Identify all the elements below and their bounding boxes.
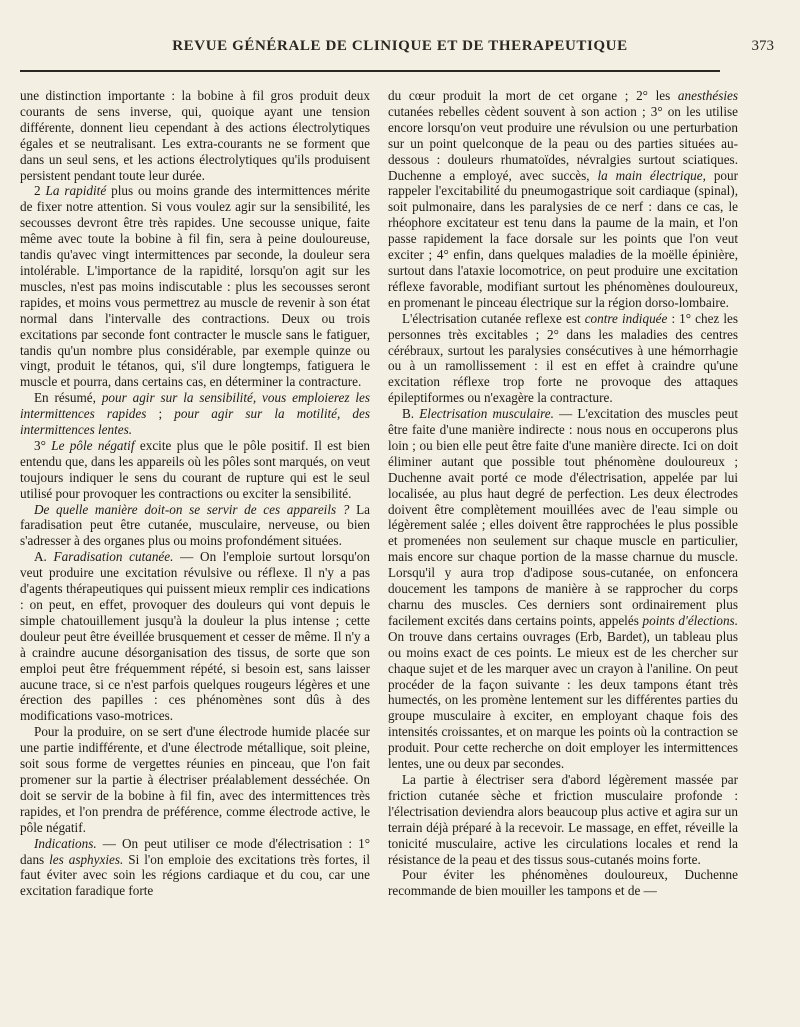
paragraph: Pour la produire, on se sert d'une électrode humide placée sur une partie indifférente, et d'une électrode métallique, soit pleine, soit sous forme de vergettes réunies en pinceau, que l'on fait promener sur la partie à électriser préalablement desséchée. On doit se servir de la bobine à fil fin, avec des intermittences très rapides, et l'on prendra de préférence, comme électrode active, le pôle négatif. — [20, 724, 370, 835]
paragraph: Indications. — On peut utiliser ce mode d'électrisation : 1° dans les asphyxies. Si l'on emploie des excitations très fortes, il faut éviter avec soin les régions cardiaque et du cou, car une excitation faradique forte — [20, 835, 370, 899]
paragraph: L'électrisation cutanée reflexe est contre indiquée : 1° chez les personnes très excitables ; 2° dans les maladies des centres cérébraux, surtout les paralysies consécutives à une hémorrhagie ou à un ramollissement : il est en effet à craindre qu'une excitation réflexe trop forte ne provoque des attaques épileptiformes ou n'exagère la contracture. — [388, 310, 738, 406]
paragraph: B. Electrisation musculaire. — L'excitation des muscles peut être faite d'une manière indirecte : nous nous en occuperons plus loin ; ou bien elle peut être faite d'une manière directe. Ici on doit éliminer autant que possible tout phénomène douloureux ; Duchenne avait porté ce mode d'électrisation, appelée par lui localisée, au plus haut degré de perfection. Les deux électrodes doivent être complètement mouillées avec de l'eau simple ou légèrement salée ; elles doivent être rapprochées le plus possible et promenées non seulement sur chaque muscle en particulier, mais encore sur chaque portion de la masse charnue du muscle. Lorsqu'il y aura trop d'adipose sous-cutanée, on enfoncera doucement les tampons de manière à se rapprocher du corps charnu des muscles. Ces derniers sont ordinairement plus facilement excités dans certains points, appelés points d'élections. On trouve dans certains ouvrages (Erb, Bardet), un tableau plus ou moins exact de ces points. Le mieux est de les chercher sur chaque sujet et de les marquer avec un crayon à l'aniline. On peut procéder de la façon suivante : les deux tampons étant très humectés, on les promène lentement sur les différentes parties du groupe musculaire à exciter, en employant chaque fois des intensités croissantes, et on marque les points où la contraction se produit. Pour cette recherche on doit employer les intermittences lentes, une ou deux par secondes. — [388, 406, 738, 772]
right-column — [388, 88, 738, 1018]
paragraph: 3° Le pôle négatif excite plus que le pôle positif. Il est bien entendu que, dans les appareils où les pôles sont marqués, on veut toujours indiquer le sens du courant de rupture qui est le seul utilisé pour provoquer les contractions ou exciter la sensibilité. — [20, 437, 370, 501]
paragraph: De quelle manière doit-on se servir de ces appareils ? La faradisation peut être cutanée, musculaire, nerveuse, ou bien s'adresser à des organes plus ou moins profondément situées. — [20, 501, 370, 549]
page-number: 373 — [751, 38, 774, 54]
paragraph: du cœur produit la mort de cet organe ; 2° les anesthésies cutanées rebelles cèdent souvent à son action ; 3° on les utilise encore lorsqu'on veut produire une révulsion ou une perturbation sur un point quelconque de la peau ou des parties situées au-dessous : douleurs rhumatoïdes, névralgies surtout sciatiques. Duchenne a employé, avec succès, la main électrique, pour rappeler l'excitabilité du pneumogastrique soit cardiaque (spinal), soit pulmonaire, dans les paralysies de ce nerf : dans ce cas, le rhéophore excitateur est tenu dans la paume de la main, et l'on passe rapidement la face dorsale sur les points que l'on veut exciter ; 4° enfin, dans quelques maladies de la moëlle épinière, surtout dans l'ataxie locomotrice, on peut produire une excitation réflexe favorable, modifiant surtout les phénomènes douloureux, en promenant le pinceau électrique sur la région dorso-lombaire. — [388, 88, 738, 310]
paragraph: En résumé, pour agir sur la sensibilité, vous emploierez les intermittences rapides ; pour agir sur la motilité, des intermittences lentes. — [20, 390, 370, 438]
journal-title: REVUE GÉNÉRALE DE CLINIQUE ET DE THERAPEUTIQUE — [172, 38, 628, 54]
paragraph: A. Faradisation cutanée. — On l'emploie surtout lorsqu'on veut produire une excitation révulsive ou réflexe. Il n'y a pas d'agents thérapeutiques qui puissent mieux remplir ces indications : on peut, en effet, provoquer des douleurs qui vont depuis le simple chatouillement jusqu'à la douleur la plus intense ; cette douleur peut être éveillée brusquement et cesser de même. Il n'y a à craindre aucune désorganisation des tissus, de sorte que son emploi peut être fréquemment répété, si besoin est, sans laisser aucune trace, si ce n'est parfois quelques rougeurs légères et une érection des papilles : ces phénomènes sont dûs à des modifications vaso-motrices. — [20, 549, 370, 724]
left-column — [20, 88, 370, 1018]
header-rule — [20, 70, 720, 72]
paragraph: 2 La rapidité plus ou moins grande des intermittences mérite de fixer notre attention. Si vous voulez agir sur la sensibilité, les secousses devront être très rapides. Une secousse unique, faite même avec toute la bobine à fil fin, sera à peine douloureuse, tandis qu'avec vingt intermittences par seconde, la douleur sera intolérable. L'importance de la rapidité, lorsqu'on agit sur les muscles, n'est pas moins indiscutable : plus les secousses seront rapides, et moins vous permettrez au muscle de revenir à son état normal dans l'intervalle des contractions. Deux ou trois excitations par seconde font contracter le muscle sans le fatiguer, tandis qu'un nombre plus considérable, par exemple quinze ou vingt, produit le tétanos, qui, s'il dure longtemps, fatiguera le muscle et pourra, dans certains cas, en déterminer la contracture. — [20, 183, 370, 390]
paragraph: Pour éviter les phénomènes douloureux, Duchenne recommande de bien mouiller les tampons et de — — [388, 867, 738, 899]
paragraph: une distinction importante : la bobine à fil gros produit deux courants de sens inverse, qui, quoique ayant une tension différente, donnent lieu cependant à des actions électrolytiques égales et se neutralisant. Les extra-courants ne se forment que dans un seul sens, et les actions électrolytiques qu'ils produisent persistent pendant toute leur durée. — [20, 88, 370, 183]
paragraph: La partie à électriser sera d'abord légèrement massée par friction cutanée sèche et friction musculaire profonde : l'électrisation deviendra alors beaucoup plus active et agira sur un terrain déjà préparé à la recevoir. Le massage, en effet, réveille la tonicité musculaire, active les circulations locales et rend la résistance de la peau et des tissus sous-cutanés moins forte. — [388, 771, 738, 867]
text-columns — [20, 88, 780, 1018]
running-header — [18, 38, 782, 64]
